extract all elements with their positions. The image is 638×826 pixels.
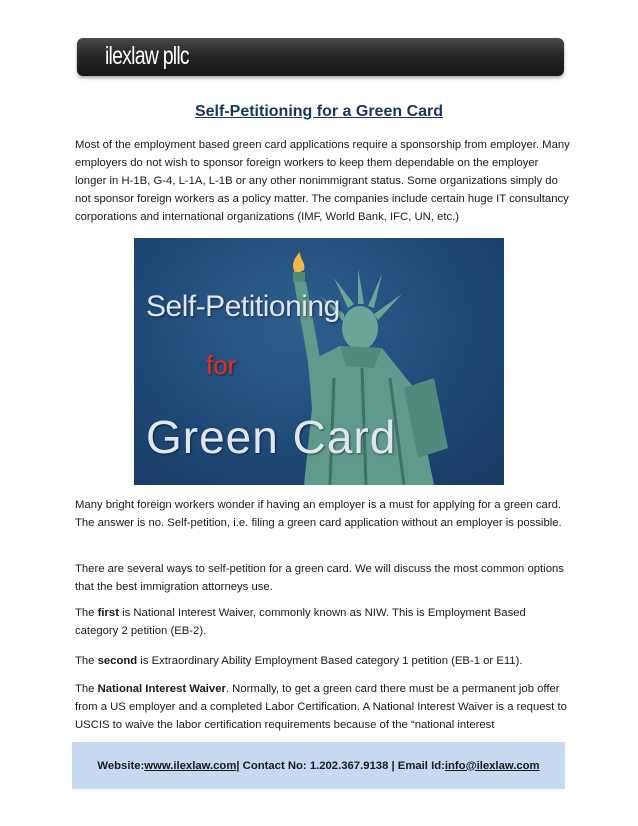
paragraph-niw <box>75 680 570 734</box>
hero-image <box>134 238 504 485</box>
paragraph-first-rest: is National Interest Waiver, commonly known as NIW. This is Employment Based category 2 petition (EB-2). <box>75 607 526 637</box>
paragraph-first-pre: The <box>75 607 98 619</box>
header-bar <box>77 38 564 76</box>
paragraph-niw-pre: The <box>75 683 98 695</box>
paragraph-first-bold: first <box>97 607 119 619</box>
footer-contact-bar <box>72 742 565 789</box>
paragraph-second-pre: The <box>75 655 98 667</box>
hero-text-line2: for <box>206 350 237 380</box>
paragraph-second-bold: second <box>97 655 138 667</box>
footer-website-link[interactable]: www.ilexlaw.com <box>144 759 237 772</box>
page-title: Self-Petitioning for a Green Card <box>194 103 444 120</box>
footer-email-link[interactable]: info@ilexlaw.com <box>444 759 540 772</box>
paragraph-options: There are several ways to self-petition for a green card. We will discuss the most common options that the best immigration attorneys use. <box>75 563 564 593</box>
footer-contact-label: | Contact No: 1.202.367.9138 | Email Id: <box>236 759 445 772</box>
paragraph-second <box>75 652 570 670</box>
paragraph-first <box>75 604 570 640</box>
paragraph-self-petition: Many bright foreign workers wonder if having an employer is a must for applying for a green card. The answer is no. Self-petition, i.e. filing a green card application without an employer is possible. <box>75 499 562 529</box>
footer-website-label: Website: <box>97 759 145 772</box>
paragraph-niw-rest: . Normally, to get a green card there must be a permanent job offer from a US employer and a completed Labor Certification. A National Interest Waiver is a request to USCIS to waive the labor certification requirements because of the “national interest <box>75 683 567 731</box>
paragraph-niw-bold: National Interest Waiver <box>97 683 226 695</box>
company-logo: ilexlaw pllc <box>105 42 189 70</box>
intro-paragraph: Most of the employment based green card applications require a sponsorship from employer. Many employers do not wish to sponsor foreign workers to keep them dependable on the employer longer in H-1B, G-4, L-1A, L-1B or any other nonimmigrant status. Some organizations simply do not sponsor foreign workers as a policy matter. The companies include certain huge IT consultancy corporations and international organizations (IMF, World Bank, IFC, UN, etc.) <box>75 139 570 223</box>
hero-text-line1: Self-Petitioning <box>146 290 340 323</box>
hero-text-line3: Green Card <box>146 411 397 463</box>
paragraph-second-rest: is Extraordinary Ability Employment Based category 1 petition (EB-1 or E11). <box>137 655 523 667</box>
